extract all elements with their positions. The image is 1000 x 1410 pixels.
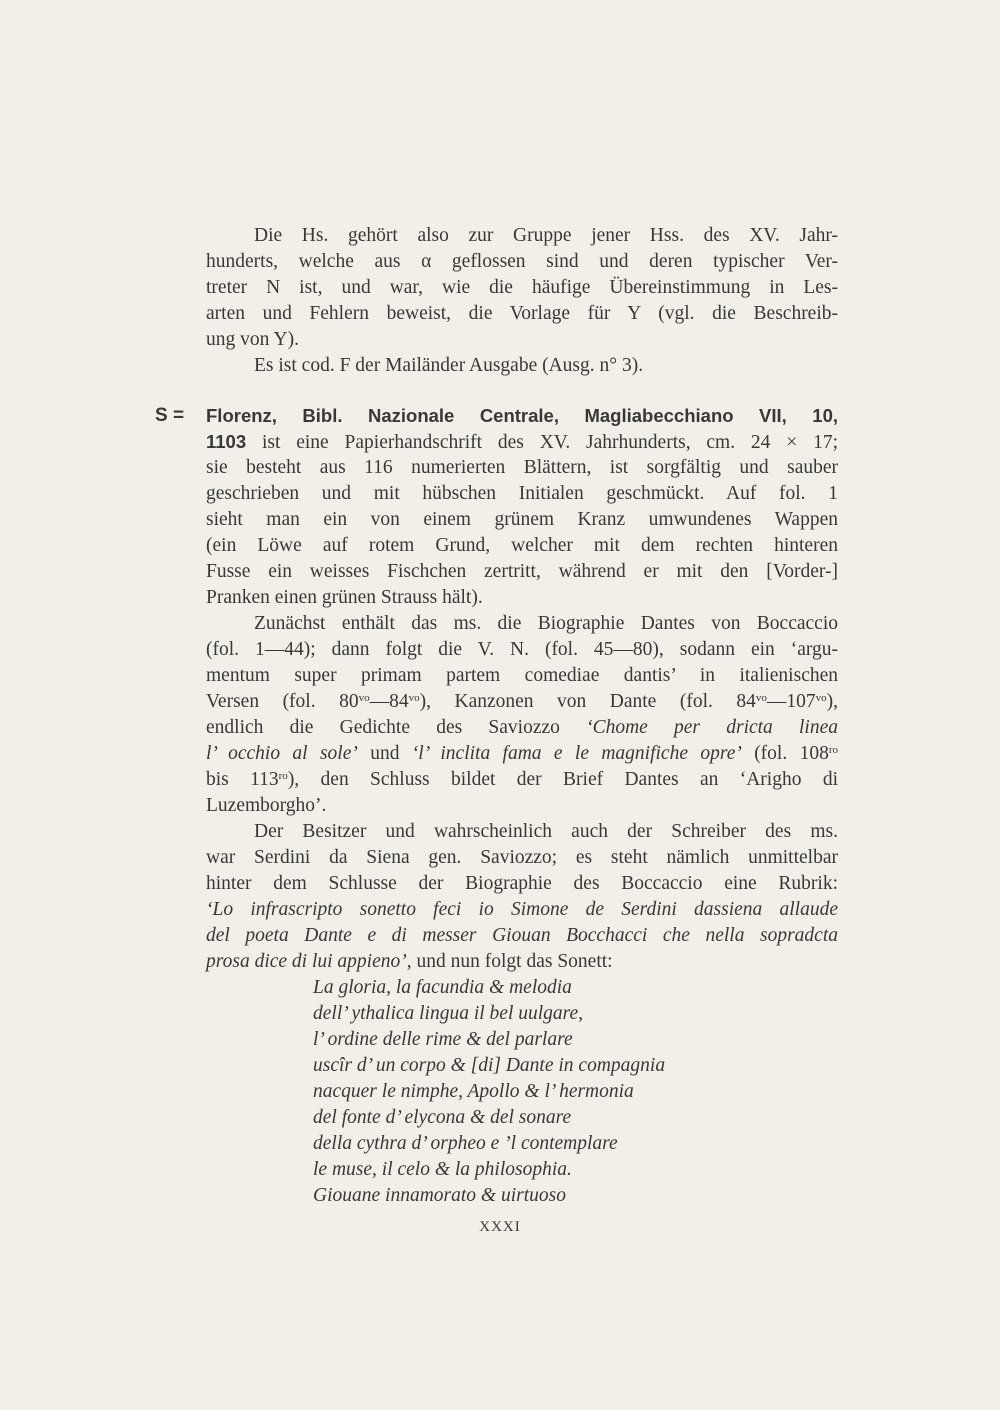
poem-line: del fonte d’ elycona & del sonare bbox=[313, 1107, 572, 1128]
text-line: bis $113^{ro}$), den Schluss bildet der Brief Dantes an ‘Arigho di bbox=[206, 769, 838, 790]
text-line: hinter dem Schlusse der Biographie des Boccaccio eine Rubrik: bbox=[206, 873, 838, 894]
sonnet bbox=[313, 975, 813, 1209]
manuscript-heading: Florenz, Bibl. Nazionale Centrale, Magliabecchiano VII, 10, bbox=[206, 405, 838, 426]
text-line: geschrieben und mit hübschen Initialen geschmückt. Auf fol. 1 bbox=[206, 483, 838, 504]
text-line: 1103 ist eine Papierhandschrift des XV. Jahrhunderts, cm. 24 × 17; bbox=[206, 431, 838, 453]
text-line: ‘Lo infrascripto sonetto feci io Simone de Serdini dassiena allaude bbox=[206, 899, 838, 920]
text-line: ung von Y). bbox=[206, 329, 299, 350]
text-line: Versen (fol. $80^{vo}—84^{vo}$), Kanzonen von Dante (fol. $84^{vo}—107^{vo}$), bbox=[206, 691, 839, 712]
shelfmark: 1103 bbox=[206, 431, 247, 452]
text-line: Pranken einen grünen Strauss hält). bbox=[206, 587, 483, 608]
poem-line: uscîr d’ un corpo & [di] Dante in compagnia bbox=[313, 1055, 666, 1076]
manuscript-entry bbox=[206, 403, 838, 975]
poem-line: l’ ordine delle rime & del parlare bbox=[313, 1029, 573, 1050]
poem-line: della cythra d’ orpheo e ’l contemplare bbox=[313, 1133, 618, 1154]
text-line: Der Besitzer und wahrscheinlich auch der Schreiber des ms. bbox=[254, 821, 838, 842]
text-line: Zunächst enthält das ms. die Biographie Dantes von Boccaccio bbox=[254, 613, 838, 634]
text-line: hunderts, welche aus α geflossen sind und deren typischer Ver- bbox=[206, 251, 838, 272]
page-number: XXXI bbox=[479, 1219, 521, 1235]
text-line: Es ist cod. F der Mailänder Ausgabe (Ausg. n° 3). bbox=[254, 355, 644, 376]
text-line: (fol. 1—44); dann folgt die V. N. (fol. 45—80), sodann ein ‘argu- bbox=[206, 639, 838, 660]
manuscript-siglum: S = bbox=[155, 405, 185, 426]
text-line: mentum super primam partem comediae dantis’ in italienischen bbox=[206, 665, 838, 686]
text-line: sie besteht aus 116 numerierten Blättern, ist sorgfältig und sauber bbox=[206, 457, 838, 478]
paragraph-group-affiliation bbox=[206, 223, 838, 379]
text-line: war Serdini da Siena gen. Saviozzo; es steht nämlich unmittelbar bbox=[206, 847, 838, 868]
poem-line: dell’ ythalica lingua il bel uulgare, bbox=[313, 1003, 584, 1024]
text-line: Die Hs. gehört also zur Gruppe jener Hss. des XV. Jahr- bbox=[254, 225, 838, 246]
text-line: (ein Löwe auf rotem Grund, welcher mit dem rechten hinteren bbox=[206, 535, 838, 556]
text-line: treter N ist, und war, wie die häufige Übereinstimmung in Les- bbox=[206, 277, 838, 298]
text-line: arten und Fehlern beweist, die Vorlage für Y (vgl. die Beschreib- bbox=[206, 303, 838, 324]
text-line: sieht man ein von einem grünem Kranz umwundenes Wappen bbox=[206, 509, 838, 530]
text-line: Luzemborgho’. bbox=[206, 795, 327, 816]
text-line: l’ occhio al sole’ und ‘l’ inclita fama e le magnifiche opre’ (fol. $108^{ro}$ bbox=[206, 743, 838, 764]
text-line: endlich die Gedichte des Saviozzo ‘Chome per dricta linea bbox=[206, 717, 838, 738]
poem-line: La gloria, la facundia & melodia bbox=[313, 977, 572, 998]
text-line: prosa dice di lui appieno’, und nun folgt das Sonett: bbox=[206, 951, 613, 972]
poem-line: Giouane innamorato & uirtuoso bbox=[313, 1185, 566, 1206]
poem-line: le muse, il celo & la philosophia. bbox=[313, 1159, 572, 1180]
text-line: del poeta Dante e di messer Giouan Bocchacci che nella sopradcta bbox=[206, 925, 838, 946]
text-line: Fusse ein weisses Fischchen zertritt, während er mit den [Vorder-] bbox=[206, 561, 838, 582]
poem-line: nacquer le nimphe, Apollo & l’ hermonia bbox=[313, 1081, 634, 1102]
